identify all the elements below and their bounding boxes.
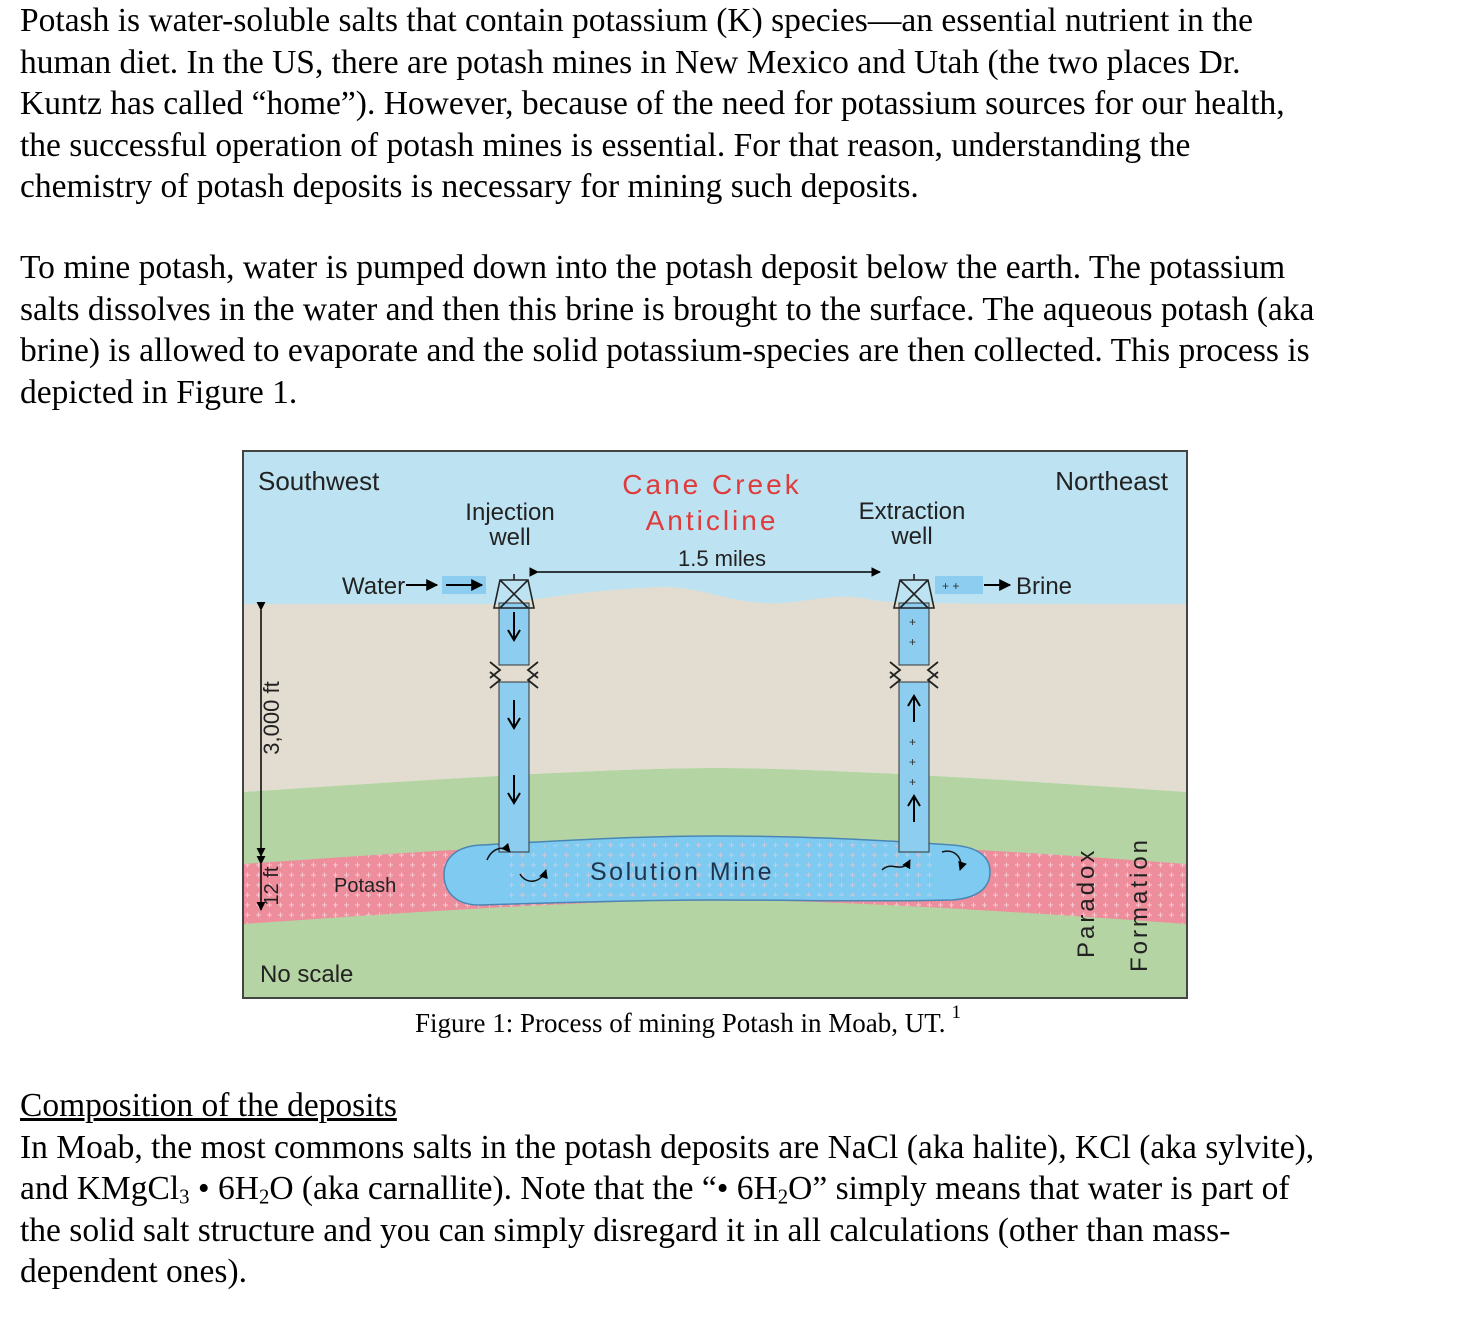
process-line-3: brine) is allowed to evaporate and the solid potassium-species are then collected. This process is: [20, 332, 1310, 369]
no-scale-label: No scale: [260, 961, 354, 988]
intro-line-5: chemistry of potash deposits is necessary for mining such deposits.: [20, 168, 919, 205]
potash-mining-figure: [242, 450, 1188, 999]
formation-label-2: Formation: [1126, 836, 1153, 972]
upper-rock-layer: [243, 587, 1187, 792]
formula-part-e: O (aka carnallite). Note that the “• 6H: [269, 1170, 778, 1207]
southwest-label: Southwest: [258, 466, 380, 496]
water-label: Water: [342, 573, 406, 600]
formula-part-a: and KMgCl: [20, 1170, 180, 1207]
figure-title-line-2: Anticline: [645, 505, 779, 536]
intro-paragraph: [20, 0, 1450, 208]
depth-label: 3,000 ft: [259, 681, 284, 755]
composition-line-2: [20, 1168, 1450, 1210]
potash-label: Potash: [334, 875, 397, 897]
intro-line-3: Kuntz has called “home”). However, because of the need for potassium sources for our health,: [20, 85, 1285, 122]
northeast-label: Northeast: [1055, 466, 1168, 496]
composition-line-3: the solid salt structure and you can simply disregard it in all calculations (other than mass-: [20, 1211, 1231, 1249]
distance-label: 1.5 miles: [677, 546, 767, 571]
intro-line-2: human diet. In the US, there are potash mines in New Mexico and Utah (the two places Dr.: [20, 43, 1241, 81]
section-heading: Composition of the deposits: [20, 1087, 397, 1124]
process-line-4: depicted in Figure 1.: [20, 373, 298, 411]
svg-text:+: +: [909, 635, 917, 649]
process-paragraph: [20, 247, 1450, 413]
brine-label: Brine: [1016, 573, 1073, 600]
extraction-well-label-2: well: [891, 523, 933, 550]
svg-text:+: +: [909, 735, 917, 749]
formula-sub-2b: 2: [777, 1185, 789, 1209]
formula-sub-3: 3: [179, 1185, 190, 1209]
svg-text:+: +: [909, 755, 917, 769]
extraction-well-label-1: Extraction: [858, 498, 966, 525]
formula-sub-2a: 2: [258, 1185, 270, 1209]
intro-line-1: Potash is water-soluble salts that contain potassium (K) species—an essential nutrient in the: [20, 2, 1253, 39]
footnote-marker: 1: [951, 1002, 961, 1023]
process-line-2: salts dissolves in the water and then this brine is brought to the surface. The aqueous potash (aka: [20, 290, 1315, 328]
process-line-1: To mine potash, water is pumped down into the potash deposit below the earth. The potassium: [20, 249, 1286, 286]
formula-part-c: • 6H: [189, 1170, 259, 1207]
formula-part-g: O” simply means that water is part of: [788, 1170, 1290, 1207]
svg-text:+ +: + +: [942, 579, 960, 593]
intro-line-4: the successful operation of potash mines is essential. For that reason, understanding the: [20, 126, 1191, 164]
composition-line-1: In Moab, the most commons salts in the potash deposits are NaCl (aka halite), KCl (aka sylvite),: [20, 1128, 1315, 1166]
figure-title-line-1: Cane Creek: [622, 469, 802, 500]
solution-mine-label: Solution Mine: [590, 858, 774, 886]
svg-text:+: +: [909, 615, 917, 629]
figure-caption-text: Figure 1: Process of mining Potash in Moab, UT.: [415, 1008, 946, 1038]
figure-caption: [415, 1003, 961, 1043]
thickness-label: 12 ft: [261, 866, 283, 906]
injection-well-label-1: Injection: [465, 499, 555, 526]
formation-label-1: Paradox: [1073, 847, 1100, 958]
injection-well-label-2: well: [489, 524, 531, 551]
composition-section: [20, 1085, 1450, 1293]
svg-text:+: +: [909, 775, 917, 789]
composition-line-4: dependent ones).: [20, 1253, 247, 1290]
